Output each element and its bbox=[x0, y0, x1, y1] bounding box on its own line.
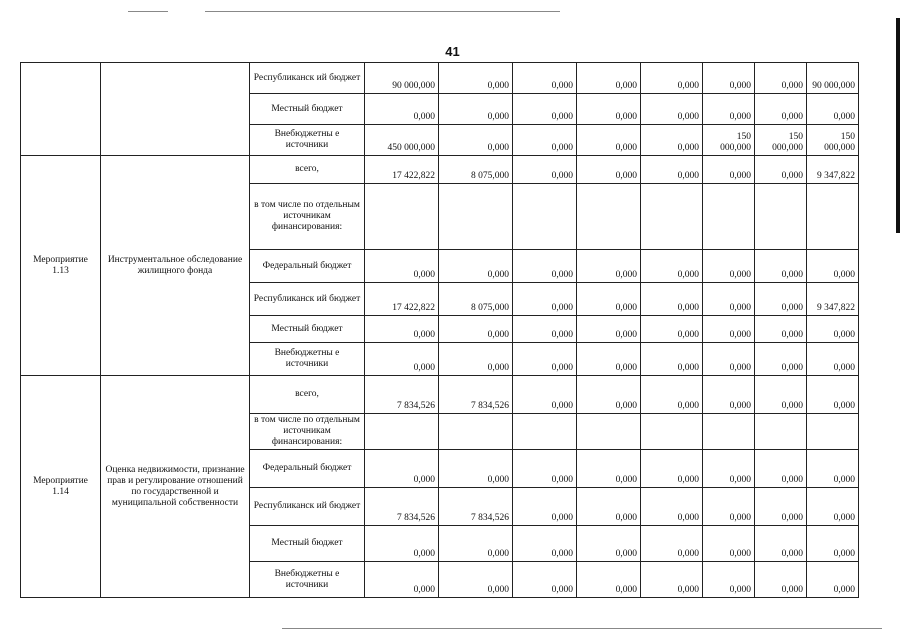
value-cell: 0,000 bbox=[807, 343, 859, 376]
value-cell: 0,000 bbox=[807, 488, 859, 526]
value-cell: 0,000 bbox=[641, 376, 703, 414]
value-cell: 150 000,000 bbox=[755, 125, 807, 156]
funding-source-cell: Внебюджетны е источники bbox=[250, 562, 365, 598]
value-cell: 0,000 bbox=[641, 488, 703, 526]
value-cell: 0,000 bbox=[703, 250, 755, 283]
value-cell: 0,000 bbox=[703, 450, 755, 488]
value-cell bbox=[807, 414, 859, 450]
value-cell: 0,000 bbox=[577, 63, 641, 94]
value-cell: 0,000 bbox=[641, 316, 703, 343]
value-cell: 0,000 bbox=[513, 316, 577, 343]
value-cell: 0,000 bbox=[439, 343, 513, 376]
funding-source-cell: Республиканск ий бюджет bbox=[250, 283, 365, 316]
funding-source-cell: всего, bbox=[250, 156, 365, 184]
value-cell: 450 000,000 bbox=[365, 125, 439, 156]
value-cell bbox=[439, 184, 513, 250]
value-cell: 0,000 bbox=[807, 316, 859, 343]
value-cell: 0,000 bbox=[577, 343, 641, 376]
value-cell: 0,000 bbox=[365, 94, 439, 125]
value-cell: 0,000 bbox=[641, 156, 703, 184]
value-cell: 0,000 bbox=[703, 376, 755, 414]
value-cell: 0,000 bbox=[513, 450, 577, 488]
value-cell: 0,000 bbox=[641, 450, 703, 488]
value-cell: 0,000 bbox=[513, 562, 577, 598]
value-cell: 0,000 bbox=[365, 343, 439, 376]
value-cell: 0,000 bbox=[577, 450, 641, 488]
value-cell: 0,000 bbox=[439, 125, 513, 156]
value-cell: 0,000 bbox=[703, 343, 755, 376]
funding-source-cell: Местный бюджет bbox=[250, 526, 365, 562]
value-cell: 0,000 bbox=[641, 250, 703, 283]
value-cell: 0,000 bbox=[755, 376, 807, 414]
value-cell: 0,000 bbox=[577, 250, 641, 283]
value-cell bbox=[513, 414, 577, 450]
value-cell: 9 347,822 bbox=[807, 156, 859, 184]
value-cell: 0,000 bbox=[365, 562, 439, 598]
value-cell bbox=[807, 184, 859, 250]
scan-artifact-top-left bbox=[128, 11, 168, 12]
value-cell: 0,000 bbox=[577, 125, 641, 156]
funding-source-cell: Внебюджетны е источники bbox=[250, 343, 365, 376]
value-cell bbox=[577, 184, 641, 250]
value-cell bbox=[641, 184, 703, 250]
value-cell: 0,000 bbox=[755, 488, 807, 526]
value-cell: 7 834,526 bbox=[365, 488, 439, 526]
value-cell: 0,000 bbox=[439, 526, 513, 562]
value-cell: 0,000 bbox=[577, 283, 641, 316]
value-cell: 0,000 bbox=[755, 562, 807, 598]
budget-table-body bbox=[21, 63, 859, 598]
value-cell: 0,000 bbox=[641, 283, 703, 316]
value-cell: 7 834,526 bbox=[365, 376, 439, 414]
value-cell: 0,000 bbox=[641, 526, 703, 562]
value-cell: 0,000 bbox=[755, 343, 807, 376]
value-cell bbox=[755, 184, 807, 250]
value-cell: 8 075,000 bbox=[439, 283, 513, 316]
event-description-cell: Инструментальное обследование жилищного фонда bbox=[101, 156, 250, 376]
value-cell: 0,000 bbox=[641, 94, 703, 125]
value-cell: 0,000 bbox=[703, 94, 755, 125]
value-cell bbox=[365, 414, 439, 450]
value-cell: 0,000 bbox=[703, 488, 755, 526]
value-cell: 0,000 bbox=[439, 250, 513, 283]
value-cell: 0,000 bbox=[513, 526, 577, 562]
value-cell: 0,000 bbox=[755, 283, 807, 316]
value-cell: 0,000 bbox=[755, 156, 807, 184]
value-cell: 0,000 bbox=[577, 488, 641, 526]
value-cell: 0,000 bbox=[703, 283, 755, 316]
value-cell: 0,000 bbox=[807, 250, 859, 283]
value-cell: 0,000 bbox=[365, 526, 439, 562]
funding-source-cell: Внебюджетны е источники bbox=[250, 125, 365, 156]
value-cell bbox=[755, 414, 807, 450]
value-cell: 0,000 bbox=[513, 94, 577, 125]
value-cell: 0,000 bbox=[439, 316, 513, 343]
value-cell: 0,000 bbox=[807, 450, 859, 488]
value-cell: 0,000 bbox=[513, 125, 577, 156]
value-cell: 0,000 bbox=[365, 316, 439, 343]
table-row bbox=[21, 376, 859, 414]
value-cell: 0,000 bbox=[513, 376, 577, 414]
value-cell: 0,000 bbox=[807, 376, 859, 414]
value-cell: 0,000 bbox=[641, 63, 703, 94]
value-cell: 0,000 bbox=[365, 250, 439, 283]
value-cell: 0,000 bbox=[577, 376, 641, 414]
event-cell-continued bbox=[21, 63, 101, 156]
value-cell: 0,000 bbox=[577, 316, 641, 343]
value-cell: 17 422,822 bbox=[365, 156, 439, 184]
value-cell: 9 347,822 bbox=[807, 283, 859, 316]
value-cell: 0,000 bbox=[703, 526, 755, 562]
scan-artifact-bottom bbox=[282, 628, 882, 629]
value-cell: 0,000 bbox=[755, 94, 807, 125]
value-cell bbox=[439, 414, 513, 450]
value-cell: 0,000 bbox=[439, 63, 513, 94]
value-cell: 0,000 bbox=[439, 562, 513, 598]
value-cell: 150 000,000 bbox=[703, 125, 755, 156]
value-cell: 0,000 bbox=[513, 156, 577, 184]
value-cell: 17 422,822 bbox=[365, 283, 439, 316]
value-cell: 0,000 bbox=[513, 488, 577, 526]
value-cell: 0,000 bbox=[577, 526, 641, 562]
value-cell: 0,000 bbox=[703, 316, 755, 343]
funding-source-cell: Местный бюджет bbox=[250, 316, 365, 343]
value-cell: 0,000 bbox=[513, 63, 577, 94]
event-description-cell: Оценка недвижимости, признание прав и регулирование отношений по государственной и муниципальной собственности bbox=[101, 376, 250, 598]
value-cell: 7 834,526 bbox=[439, 376, 513, 414]
funding-source-cell: в том числе по отдельным источникам финансирования: bbox=[250, 184, 365, 250]
value-cell: 150 000,000 bbox=[807, 125, 859, 156]
value-cell: 0,000 bbox=[641, 343, 703, 376]
value-cell: 0,000 bbox=[755, 316, 807, 343]
value-cell: 0,000 bbox=[807, 562, 859, 598]
event-code-cell: Мероприятие 1.13 bbox=[21, 156, 101, 376]
value-cell: 0,000 bbox=[513, 283, 577, 316]
value-cell: 8 075,000 bbox=[439, 156, 513, 184]
funding-source-cell: Республиканск ий бюджет bbox=[250, 488, 365, 526]
value-cell: 0,000 bbox=[807, 526, 859, 562]
value-cell bbox=[365, 184, 439, 250]
funding-source-cell: Федеральный бюджет bbox=[250, 450, 365, 488]
budget-table bbox=[20, 62, 859, 598]
funding-source-cell: в том числе по отдельным источникам финансирования: bbox=[250, 414, 365, 450]
value-cell: 0,000 bbox=[577, 94, 641, 125]
value-cell: 0,000 bbox=[577, 562, 641, 598]
value-cell bbox=[641, 414, 703, 450]
scan-artifact-top bbox=[205, 11, 560, 12]
value-cell: 0,000 bbox=[439, 94, 513, 125]
funding-source-cell: Местный бюджет bbox=[250, 94, 365, 125]
value-cell: 7 834,526 bbox=[439, 488, 513, 526]
value-cell bbox=[703, 184, 755, 250]
funding-source-cell: всего, bbox=[250, 376, 365, 414]
table-row bbox=[21, 63, 859, 94]
value-cell: 0,000 bbox=[365, 450, 439, 488]
value-cell: 0,000 bbox=[577, 156, 641, 184]
value-cell: 90 000,000 bbox=[807, 63, 859, 94]
value-cell bbox=[577, 414, 641, 450]
value-cell: 0,000 bbox=[513, 343, 577, 376]
value-cell bbox=[513, 184, 577, 250]
value-cell: 0,000 bbox=[641, 562, 703, 598]
value-cell: 0,000 bbox=[703, 562, 755, 598]
value-cell: 0,000 bbox=[755, 526, 807, 562]
value-cell bbox=[703, 414, 755, 450]
value-cell: 0,000 bbox=[703, 63, 755, 94]
table-row bbox=[21, 156, 859, 184]
value-cell: 0,000 bbox=[755, 450, 807, 488]
value-cell: 0,000 bbox=[439, 450, 513, 488]
event-code-cell: Мероприятие 1.14 bbox=[21, 376, 101, 598]
funding-source-cell: Республиканск ий бюджет bbox=[250, 63, 365, 94]
funding-source-cell: Федеральный бюджет bbox=[250, 250, 365, 283]
value-cell: 0,000 bbox=[641, 125, 703, 156]
value-cell: 0,000 bbox=[807, 94, 859, 125]
value-cell: 0,000 bbox=[703, 156, 755, 184]
value-cell: 0,000 bbox=[513, 250, 577, 283]
value-cell: 0,000 bbox=[755, 250, 807, 283]
value-cell: 0,000 bbox=[755, 63, 807, 94]
description-cell-continued bbox=[101, 63, 250, 156]
value-cell: 90 000,000 bbox=[365, 63, 439, 94]
page-number: 41 bbox=[445, 44, 460, 59]
